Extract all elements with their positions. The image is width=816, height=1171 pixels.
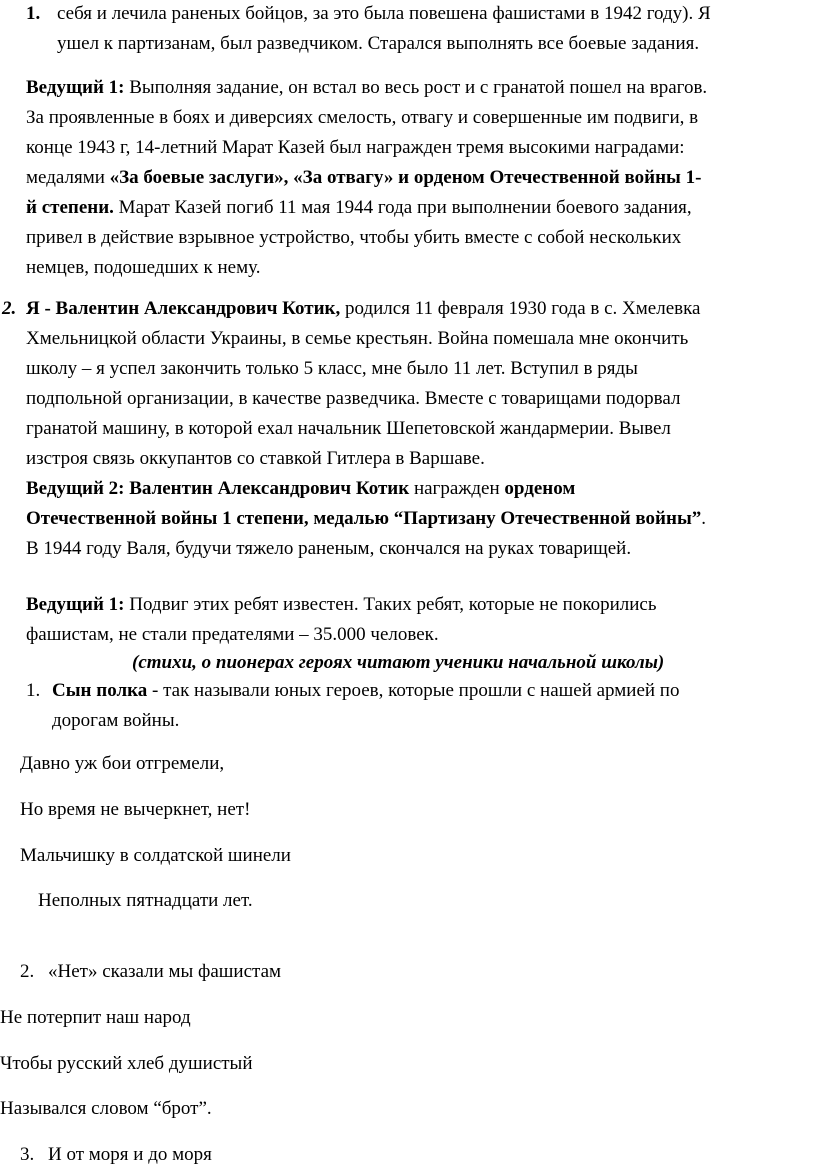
poem-line: Но время не вычеркнет, нет!: [20, 799, 251, 820]
paragraph-line: [26, 73, 707, 103]
text-span: .: [701, 508, 707, 529]
item-number: 2.: [2, 298, 17, 319]
text-span: Марат Казей погиб 11 мая 1944 года при выполнении боевого задания,: [113, 197, 692, 218]
paragraph-line: [26, 474, 575, 504]
paragraph-line: немцев, подошедших к нему.: [26, 257, 261, 278]
item-number: 3.: [20, 1144, 35, 1165]
paragraph-line: [26, 294, 701, 324]
paragraph-line: изстроя связь оккупантов со ставкой Гитлера в Варшаве.: [26, 448, 485, 469]
paragraph-line: ушел к партизанам, был разведчиком. Старался выполнять все боевые задания.: [57, 33, 700, 54]
speaker-label: Ведущий 2: Валентин Александрович Котик: [26, 478, 410, 499]
poem-line: Не потерпит наш народ: [0, 1007, 191, 1028]
item-number: 1.: [26, 3, 41, 24]
paragraph-line: В 1944 году Валя, будучи тяжело раненым, скончался на руках товарищей.: [26, 538, 632, 559]
text-span: родился 11 февраля 1930 года в с. Хмелевка: [340, 298, 701, 319]
poem-line: И от моря и до моря: [48, 1144, 212, 1165]
paragraph-line: [26, 504, 706, 534]
paragraph-line: [26, 590, 657, 620]
paragraph-line: дорогам войны.: [52, 710, 180, 731]
speaker-label: Ведущий 1:: [26, 77, 125, 98]
text-span: Выполняя задание, он встал во весь рост и с гранатой пошел на врагов.: [124, 77, 708, 98]
paragraph-line: Хмельницкой области Украины, в семье крестьян. Война помешала мне окончить: [26, 328, 689, 349]
item-number: 2.: [20, 961, 35, 982]
paragraph-line: [52, 676, 679, 706]
paragraph-line: привел в действие взрывное устройство, чтобы убить вместе с собой нескольких: [26, 227, 682, 248]
speaker-label: Ведущий 1:: [26, 594, 125, 615]
award-names: Отечественной войны 1 степени, медалью “Партизану Отечественной войны”: [26, 508, 702, 529]
paragraph-line: гранатой машину, в которой ехал начальник Шепетовской жандармерии. Вывел: [26, 418, 671, 439]
paragraph-line: За проявленные в боях и диверсиях смелость, отвагу и совершенные им подвиги, в: [26, 107, 699, 128]
hero-name: Я - Валентин Александрович Котик,: [26, 298, 341, 319]
award-names: «За боевые заслуги», «За отвагу» и орденом Отечественной войны 1-: [109, 167, 702, 188]
stage-note: (стихи, о пионерах героях читают ученики начальной школы): [132, 652, 665, 673]
paragraph-line: себя и лечила раненых бойцов, за это была повешена фашистами в 1942 году). Я: [57, 3, 711, 24]
paragraph-line: [26, 193, 692, 223]
paragraph-line: конце 1943 г, 14-летний Марат Казей был награжден тремя высокими наградами:: [26, 137, 685, 158]
award-names: орденом: [504, 478, 576, 499]
paragraph-line: фашистам, не стали предателями – 35.000 человек.: [26, 624, 439, 645]
poem-line: Мальчишку в солдатской шинели: [20, 845, 291, 866]
text-span: - так называли юных героев, которые прошли с нашей армией по: [147, 680, 680, 701]
text-span: награжден: [409, 478, 505, 499]
paragraph-line: школу – я успел закончить только 5 класс, мне было 11 лет. Вступил в ряды: [26, 358, 638, 379]
item-number: 1.: [26, 680, 41, 701]
poem-line: Неполных пятнадцати лет.: [38, 890, 253, 911]
poem-line: Давно уж бои отгремели,: [20, 753, 225, 774]
paragraph-line: [26, 163, 701, 193]
award-names: й степени.: [26, 197, 114, 218]
poem-line: «Нет» сказали мы фашистам: [48, 961, 282, 982]
paragraph-line: подпольной организации, в качестве разведчика. Вместе с товарищами подорвал: [26, 388, 681, 409]
poem-line: Чтобы русский хлеб душистый: [0, 1053, 253, 1074]
text-span: медалями: [26, 167, 110, 188]
poem-line: Назывался словом “брот”.: [0, 1098, 212, 1119]
text-span: Подвиг этих ребят известен. Таких ребят, которые не покорились: [124, 594, 657, 615]
poem-title: Сын полка: [52, 680, 148, 701]
